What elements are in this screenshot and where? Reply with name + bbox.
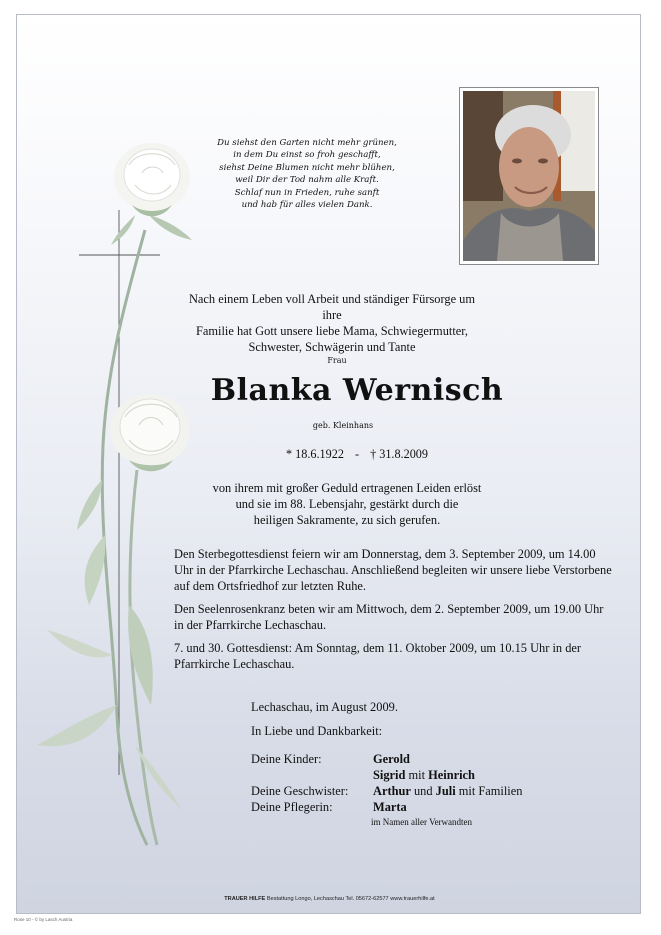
life-dates [247,447,467,462]
poem-line: siehst Deine Blumen nicht mehr blühen, [219,162,395,173]
rose-top [114,143,190,216]
birth-date: * 18.6.1922 [286,447,344,461]
footer-brand: TRAUER HILFE [224,896,266,902]
leaf-7 [47,630,113,657]
suffering-line: heiligen Sakramente, zu sich gerufen. [253,513,441,527]
poem-line: in dem Du einst so froh geschafft, [233,150,381,161]
suffering-text [207,480,487,528]
date-separator: - [354,447,360,461]
rose-bottom [110,394,190,471]
family-name: Juli [435,784,456,798]
tiny-credit: Rose 10 - © by Lasch Austria [14,917,73,922]
poem-line: weil Dir der Tod nahm alle Kraft. [235,175,379,186]
intro-line: Familie hat Gott unsere liebe Mama, Schwiegermutter, [195,324,469,338]
leaf-3 [77,480,102,530]
intro-line: Schwester, Schwägerin und Tante [248,340,416,354]
family-name: Arthur [373,784,411,798]
leaf-4 [85,535,106,605]
place-date: Lechaschau, im August 2009. [251,700,398,714]
family-name: Heinrich [428,768,475,782]
death-date: † 31.8.2009 [370,447,428,461]
family-label: Deine Kinder: [251,752,322,766]
family-label: Deine Pflegerin: [251,800,333,814]
intro-line: Nach einem Leben voll Arbeit und ständiger Fürsorge um ihre [188,292,476,322]
leaf-8 [135,745,182,810]
maiden-name: geb. Kleinhans [312,421,374,430]
portrait-photo [459,87,599,265]
obituary-card [16,14,641,914]
family-list [251,751,591,815]
title-frau: Frau [327,356,347,365]
poem-line: Schlaf nun in Frieden, ruhe sanft [234,187,380,198]
family-connector: und [413,784,433,798]
leaf-6 [37,705,117,746]
funeral-service-paragraph: Den Sterbegottesdienst feiern wir am Donnerstag, dem 3. September 2009, um 14.00 Uhr in der Pfarrkirche Lechaschau. Anschließend begleiten wir unsere liebe Verstorbene auf dem Ortsfriedhof zur letzten Ruhe. [174,547,612,593]
family-label [251,767,373,783]
family-name: Marta [373,800,407,814]
suffering-line: von ihrem mit großer Geduld ertragenen Leiden erlöst [212,481,482,495]
family-suffix: mit Familien [458,784,523,798]
leaf-1 [149,215,192,240]
deceased-name: Blanka Wernisch [210,373,504,408]
family-names [373,751,591,767]
rosary-paragraph: Den Seelenrosenkranz beten wir am Mittwoch, dem 2. September 2009, um 19.00 Uhr in der Pfarrkirche Lechaschau. [174,602,604,632]
family-names [373,783,591,799]
family-label: Deine Geschwister: [251,784,349,798]
poem-line: und hab für alles vielen Dank. [241,200,373,211]
closing-section [251,699,591,815]
footer [17,896,641,902]
family-names [373,767,591,783]
family-name: Sigrid [373,768,406,782]
family-names [373,799,591,815]
portrait-image [463,91,595,261]
rose-illustration [17,15,217,875]
poem [217,137,397,211]
memorial-mass-paragraph: 7. und 30. Gottesdienst: Am Sonntag, dem 11. Oktober 2009, um 10.15 Uhr in der Pfarrkirche Lechaschau. [174,641,582,671]
family-connector: mit [408,768,426,782]
in-love-line: In Liebe und Dankbarkeit: [251,724,383,738]
service-details [174,546,614,679]
intro-text [187,291,477,355]
family-name: Gerold [373,752,410,766]
suffering-line: und sie im 88. Lebensjahr, gestärkt durch die [235,497,459,511]
poem-line: Du siehst den Garten nicht mehr grünen, [217,138,397,148]
leaf-5 [128,605,153,705]
footer-url[interactable]: www.trauerhilfe.at [390,896,435,902]
all-relatives-note: im Namen aller Verwandten [371,817,473,827]
footer-text: Bestattung Longo, Lechaschau Tel. 05672-62577 [266,896,389,902]
leaf-2 [111,215,135,245]
